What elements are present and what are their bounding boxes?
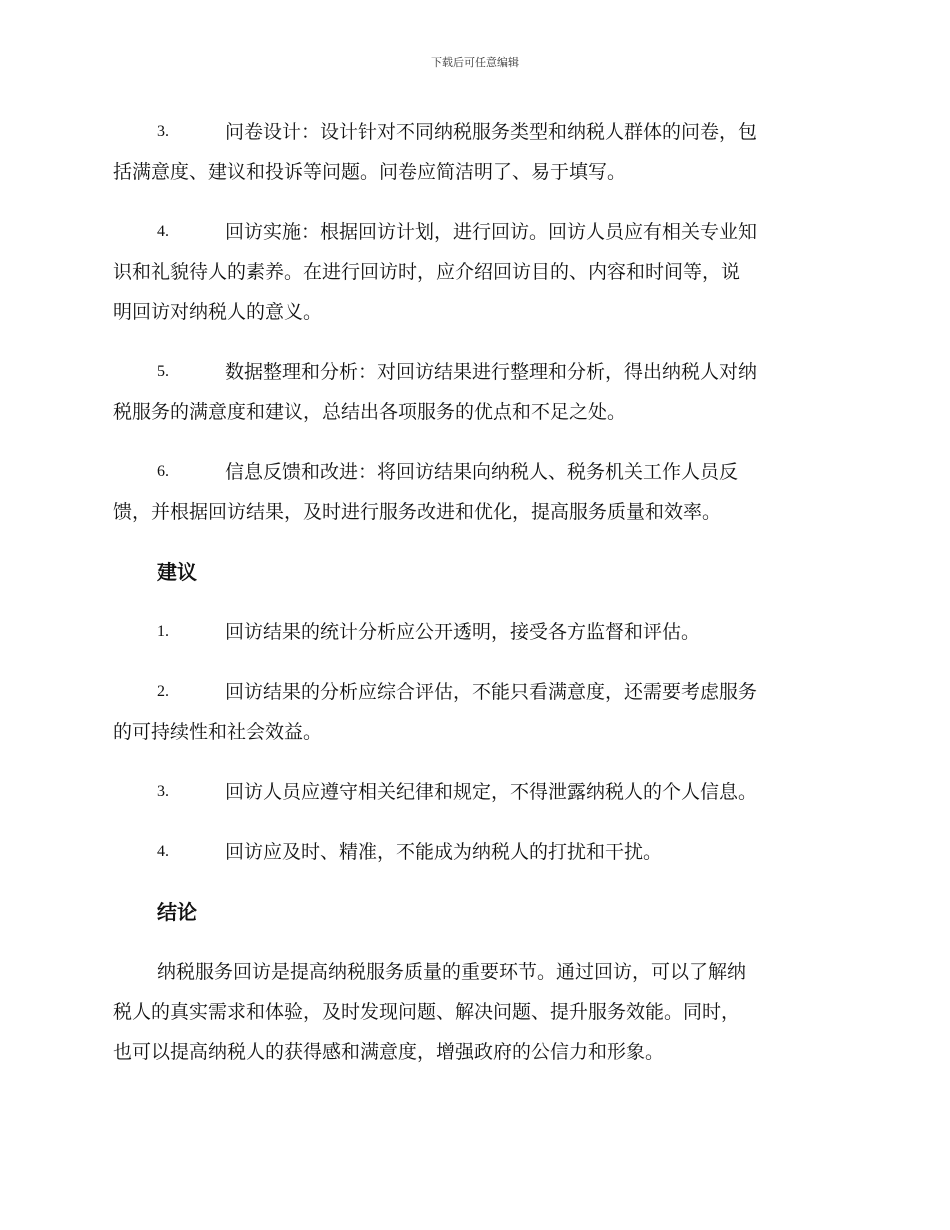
steps-list xyxy=(113,112,835,532)
paragraph-line: 也可以提高纳税人的获得感和满意度，增强政府的公信力和形象。 xyxy=(113,1041,665,1063)
list-item-continuation: 馈，并根据回访结果，及时进行服务改进和优化，提高服务质量和效率。 xyxy=(113,501,722,523)
list-item-number: 5. xyxy=(157,363,169,380)
list-item-text: 数据整理和分析：对回访结果进行整理和分析，得出纳税人对纳 xyxy=(225,361,758,383)
list-item-continuation: 税服务的满意度和建议，总结出各项服务的优点和不足之处。 xyxy=(113,401,627,423)
paragraph-line: 纳税服务回访是提高纳税服务质量的重要环节。通过回访，可以了解纳 xyxy=(157,961,747,983)
list-item xyxy=(113,672,835,752)
list-item-number: 4. xyxy=(157,843,169,860)
list-item-first-line xyxy=(113,612,835,652)
list-item-continuation: 识和礼貌待人的素养。在进行回访时，应介绍回访目的、内容和时间等，说 xyxy=(113,261,741,283)
paragraph-line: 税人的真实需求和体验，及时发现问题、解决问题、提升服务效能。同时， xyxy=(113,1001,741,1023)
list-item-first-line xyxy=(113,672,835,712)
list-item xyxy=(113,832,835,872)
list-item-text: 信息反馈和改进：将回访结果向纳税人、税务机关工作人员反 xyxy=(225,461,739,483)
list-item-first-line xyxy=(113,452,835,492)
list-item-continuation: 的可持续性和社会效益。 xyxy=(113,721,323,743)
list-item-number: 1. xyxy=(157,623,169,640)
list-item xyxy=(113,112,835,192)
list-item-continuation: 括满意度、建议和投诉等问题。问卷应简洁明了、易于填写。 xyxy=(113,161,627,183)
conclusion-heading: 结论 xyxy=(157,900,197,924)
list-item-number: 4. xyxy=(157,223,169,240)
list-item-first-line xyxy=(113,352,835,392)
list-item xyxy=(113,212,835,332)
conclusion-paragraph xyxy=(113,952,835,1072)
list-item xyxy=(113,352,835,432)
list-item-text: 回访结果的统计分析应公开透明，接受各方监督和评估。 xyxy=(225,621,701,643)
suggestions-heading: 建议 xyxy=(157,560,197,584)
list-item-number: 6. xyxy=(157,463,169,480)
list-item-text: 回访实施：根据回访计划，进行回访。回访人员应有相关专业知 xyxy=(225,221,758,243)
list-item-first-line xyxy=(113,832,835,872)
list-item-first-line xyxy=(113,772,835,812)
list-item xyxy=(113,772,835,812)
list-item-text: 回访应及时、精准，不能成为纳税人的打扰和干扰。 xyxy=(225,841,663,863)
page-header: 下载后可任意编辑 xyxy=(431,56,519,69)
list-item-number: 3. xyxy=(157,123,169,140)
list-item-continuation: 明回访对纳税人的意义。 xyxy=(113,301,323,323)
suggestions-list xyxy=(113,612,835,872)
list-item-first-line xyxy=(113,112,835,152)
list-item-text: 回访人员应遵守相关纪律和规定，不得泄露纳税人的个人信息。 xyxy=(225,781,758,803)
list-item-text: 回访结果的分析应综合评估，不能只看满意度，还需要考虑服务 xyxy=(225,681,758,703)
document-body xyxy=(113,112,835,1072)
list-item xyxy=(113,452,835,532)
list-item-first-line xyxy=(113,212,835,252)
list-item-text: 问卷设计：设计针对不同纳税服务类型和纳税人群体的问卷，包 xyxy=(225,121,758,143)
list-item xyxy=(113,612,835,652)
list-item-number: 3. xyxy=(157,783,169,800)
list-item-number: 2. xyxy=(157,683,169,700)
